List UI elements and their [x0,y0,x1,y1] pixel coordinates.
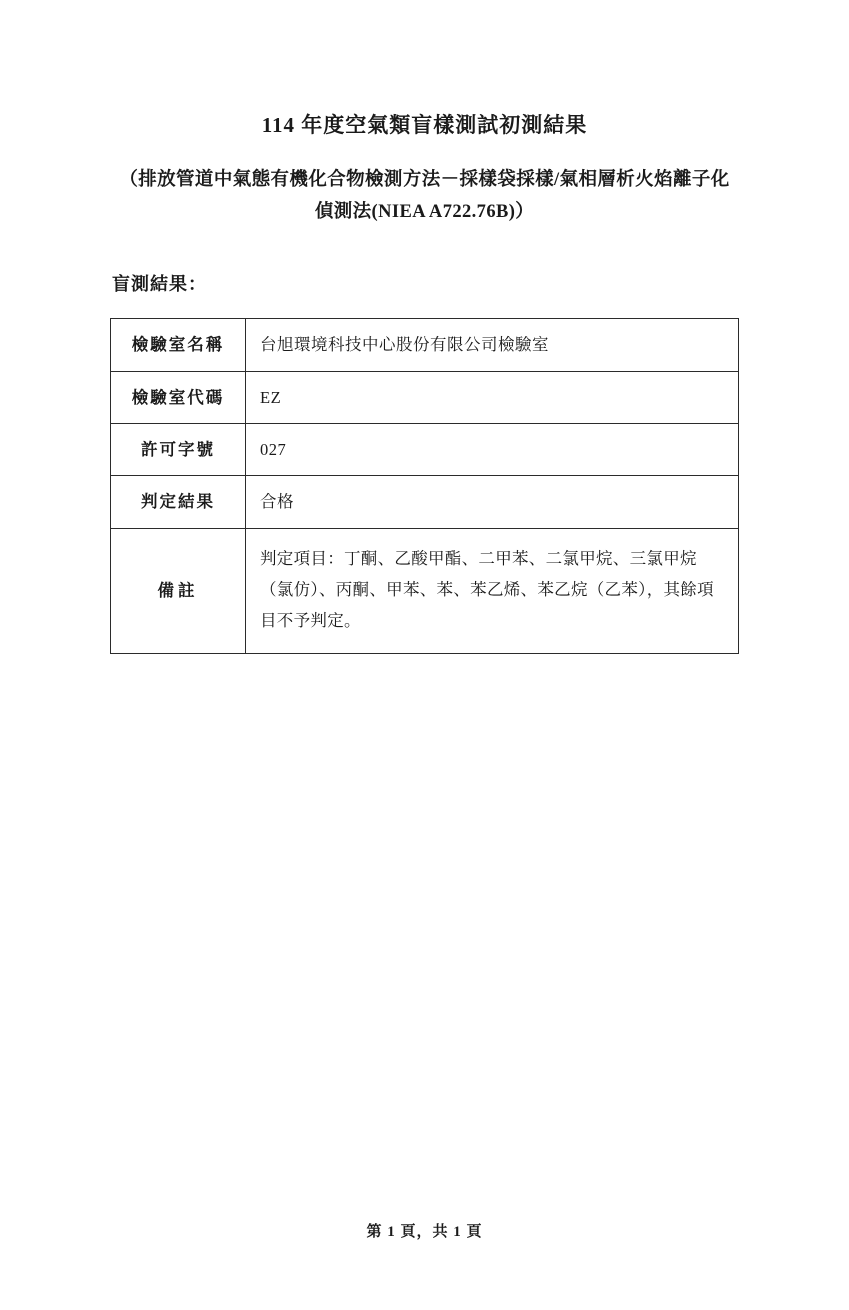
row-label-permit-number: 許可字號 [111,423,246,475]
row-value-lab-name: 台旭環境科技中心股份有限公司檢驗室 [246,319,739,371]
table-row [111,319,739,371]
page-footer: 第 1 頁，共 1 頁 [366,1224,483,1240]
row-value-note: 判定項目：丁酮、乙酸甲酯、二甲苯、二氯甲烷、三氯甲烷（氯仿）、丙酮、甲苯、苯、苯乙烯、苯乙烷（乙苯），其餘項目不予判定。 [246,528,739,653]
table-row [111,476,739,528]
section-label: 盲測結果： [112,274,207,295]
row-value-judgement: 合格 [246,476,739,528]
page-title: 114 年度空氣類盲樣測試初測結果 [261,113,588,137]
row-label-judgement: 判定結果 [111,476,246,528]
row-label-lab-code: 檢驗室代碼 [111,371,246,423]
document-page [0,110,849,1310]
table-row-note [111,528,739,653]
blind-test-result-table [110,318,739,653]
table-row [111,371,739,423]
row-label-lab-name: 檢驗室名稱 [111,319,246,371]
table-row [111,423,739,475]
page-subtitle: （排放管道中氣態有機化合物檢測方法－採樣袋採樣/氣相層析火焰離子化偵測法(NIEA A722.76B)） [119,169,730,222]
row-label-note: 備註 [111,528,246,653]
row-value-lab-code: EZ [246,371,739,423]
row-value-permit-number: 027 [246,423,739,475]
